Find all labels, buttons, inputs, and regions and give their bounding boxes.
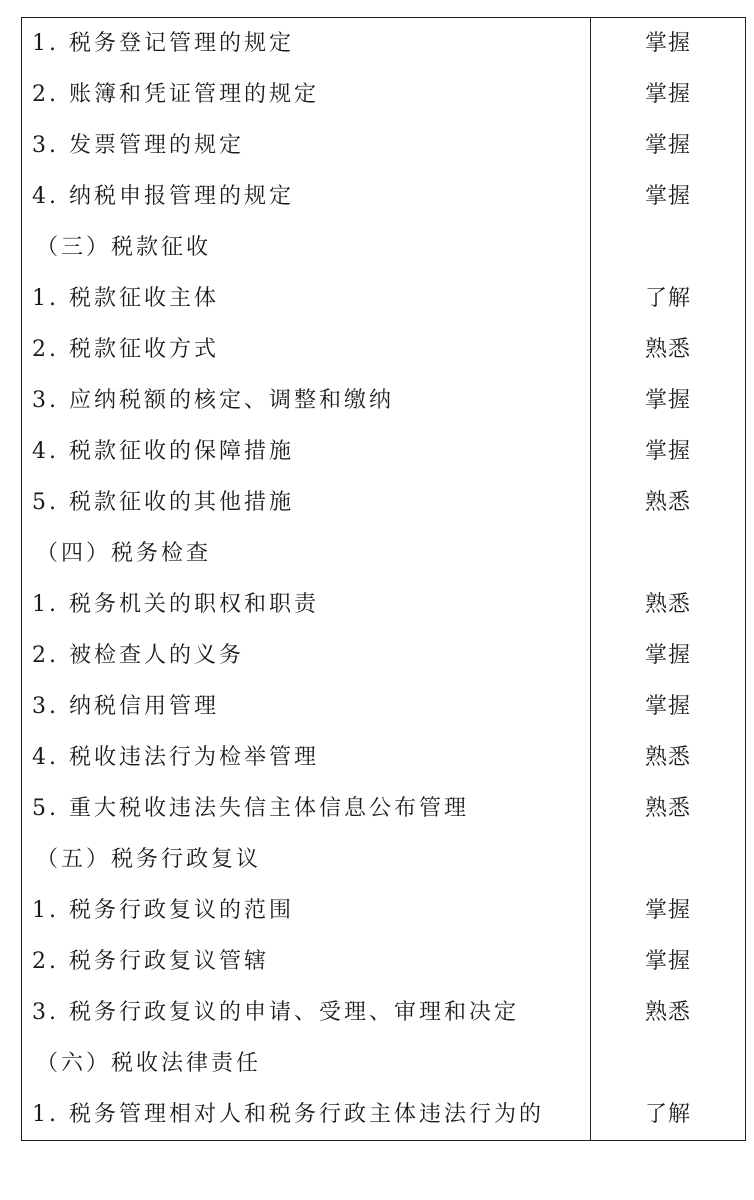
section-heading-row — [22, 1038, 746, 1089]
level-cell — [591, 834, 746, 885]
level-cell: 掌握 — [591, 375, 746, 426]
level-cell: 掌握 — [591, 885, 746, 936]
level-cell: 掌握 — [591, 69, 746, 120]
item-cell: 1. 税款征收主体 — [22, 273, 591, 324]
level-cell: 了解 — [591, 1089, 746, 1141]
item-cell: 4. 税收违法行为检举管理 — [22, 732, 591, 783]
table-row — [22, 477, 746, 528]
table-row — [22, 69, 746, 120]
table-row — [22, 273, 746, 324]
item-cell: 5. 重大税收违法失信主体信息公布管理 — [22, 783, 591, 834]
table-row — [22, 324, 746, 375]
table-row — [22, 885, 746, 936]
level-cell: 掌握 — [591, 171, 746, 222]
syllabus-table — [21, 17, 746, 1141]
level-cell: 了解 — [591, 273, 746, 324]
table-row — [22, 681, 746, 732]
item-cell: 2. 税务行政复议管辖 — [22, 936, 591, 987]
section-heading: （四）税务检查 — [22, 528, 591, 579]
item-cell: 3. 税务行政复议的申请、受理、审理和决定 — [22, 987, 591, 1038]
section-heading: （三）税款征收 — [22, 222, 591, 273]
syllabus-table-body — [22, 18, 746, 1141]
level-cell — [591, 222, 746, 273]
item-cell: 3. 纳税信用管理 — [22, 681, 591, 732]
item-cell: 2. 被检查人的义务 — [22, 630, 591, 681]
table-row — [22, 630, 746, 681]
level-cell: 掌握 — [591, 426, 746, 477]
item-cell: 5. 税款征收的其他措施 — [22, 477, 591, 528]
table-row — [22, 783, 746, 834]
table-row — [22, 987, 746, 1038]
level-cell: 掌握 — [591, 18, 746, 70]
level-cell: 熟悉 — [591, 783, 746, 834]
section-heading-row — [22, 222, 746, 273]
item-cell: 4. 纳税申报管理的规定 — [22, 171, 591, 222]
table-row — [22, 732, 746, 783]
level-cell: 熟悉 — [591, 579, 746, 630]
item-cell: 4. 税款征收的保障措施 — [22, 426, 591, 477]
level-cell: 熟悉 — [591, 987, 746, 1038]
level-cell — [591, 528, 746, 579]
item-cell: 3. 发票管理的规定 — [22, 120, 591, 171]
level-cell — [591, 1038, 746, 1089]
level-cell: 熟悉 — [591, 477, 746, 528]
item-cell: 2. 账簿和凭证管理的规定 — [22, 69, 591, 120]
item-cell: 1. 税务登记管理的规定 — [22, 18, 591, 70]
item-cell: 1. 税务管理相对人和税务行政主体违法行为的 — [22, 1089, 591, 1141]
section-heading-row — [22, 528, 746, 579]
level-cell: 掌握 — [591, 681, 746, 732]
table-row — [22, 1089, 746, 1141]
item-cell: 1. 税务机关的职权和职责 — [22, 579, 591, 630]
section-heading-row — [22, 834, 746, 885]
table-row — [22, 171, 746, 222]
table-row — [22, 426, 746, 477]
item-cell: 3. 应纳税额的核定、调整和缴纳 — [22, 375, 591, 426]
level-cell: 熟悉 — [591, 324, 746, 375]
table-row — [22, 18, 746, 70]
table-row — [22, 579, 746, 630]
item-cell: 2. 税款征收方式 — [22, 324, 591, 375]
table-row — [22, 120, 746, 171]
level-cell: 熟悉 — [591, 732, 746, 783]
section-heading: （五）税务行政复议 — [22, 834, 591, 885]
item-cell: 1. 税务行政复议的范围 — [22, 885, 591, 936]
level-cell: 掌握 — [591, 630, 746, 681]
table-row — [22, 375, 746, 426]
level-cell: 掌握 — [591, 120, 746, 171]
level-cell: 掌握 — [591, 936, 746, 987]
section-heading: （六）税收法律责任 — [22, 1038, 591, 1089]
table-row — [22, 936, 746, 987]
